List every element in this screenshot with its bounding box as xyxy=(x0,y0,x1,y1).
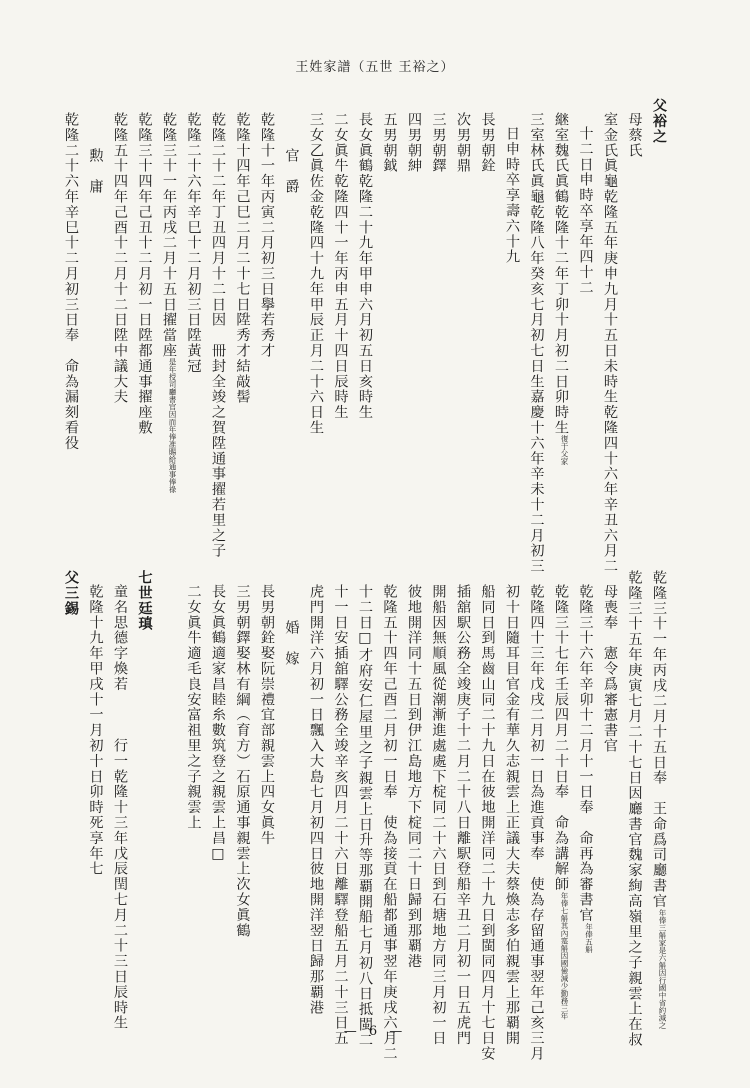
text-column xyxy=(568,570,593,953)
column-text: 四男朝紳 xyxy=(406,112,422,174)
text-column xyxy=(397,98,422,174)
text-column xyxy=(421,570,446,1046)
column-text: 二女眞牛乾隆四十一年丙申五月十四日辰時生 xyxy=(332,112,349,420)
column-text: 母蔡氏 xyxy=(626,112,643,159)
column-text: 母喪奉 憲令爲審憲書官 xyxy=(602,584,618,754)
text-column xyxy=(176,570,201,830)
text-column xyxy=(446,570,471,1046)
column-text: 初十日隨耳目官金有華久志親雲上正議大夫蔡煥志多伯親雲上那覇開 xyxy=(504,584,520,1046)
column-text: 父裕之 xyxy=(651,98,667,145)
page-number: — 6 — xyxy=(343,1024,407,1039)
text-column xyxy=(103,570,128,1031)
column-text: 乾隆三十四年己丑十二月初一日陞都通事擢座敷 xyxy=(136,112,153,436)
text-column xyxy=(568,98,593,295)
text-column xyxy=(372,98,397,174)
column-text: 插舘駅公務全竣庚子十二月二十八日離駅登船辛丑二月初一日五虎門 xyxy=(455,584,471,1046)
text-column xyxy=(274,98,299,194)
text-column xyxy=(544,98,569,465)
text-column xyxy=(201,570,226,863)
text-column xyxy=(323,98,348,420)
column-text: 乾隆五十四年己酉十二月十二日陞中議大夫 xyxy=(112,112,128,405)
column-text: 七世廷瑱 xyxy=(136,570,153,632)
text-column xyxy=(617,570,642,1047)
column-text: 乾隆二十二年丁丑四月十二日因 冊封全竣之賀陞通事擢若里之子 xyxy=(210,112,226,559)
text-column xyxy=(519,570,544,1061)
text-column xyxy=(299,98,324,435)
column-text: 乾隆三十六年辛卯十二月十一日奉 命再為審書官 xyxy=(577,584,594,923)
text-column xyxy=(348,98,373,420)
column-text: 十二日申時卒享年四十二 xyxy=(577,126,594,296)
text-column xyxy=(642,570,667,1029)
text-column xyxy=(348,570,373,1048)
text-column xyxy=(78,98,103,194)
text-column xyxy=(152,98,177,493)
column-text: 室金氏眞龜乾隆五年庚申九月十五日未時生乾隆四十六年辛丑六月二 xyxy=(602,112,618,574)
annotation-note: 年俸七斛其內寔斛因國儉減少勤務三年 xyxy=(560,892,569,1020)
text-column xyxy=(323,570,348,1046)
text-column xyxy=(397,570,422,969)
text-column xyxy=(470,570,495,1061)
column-text: 勲 庸 xyxy=(87,148,104,195)
text-column xyxy=(495,98,520,265)
column-text: 長女眞鶴乾隆二十九年甲申六月初五日亥時生 xyxy=(357,112,373,420)
generation-heading xyxy=(54,570,79,616)
column-text: 開船因無順風從潮漸進處處下椗同二十六日到石塘地方同三月初一日 xyxy=(430,584,447,1046)
text-column xyxy=(127,98,152,435)
column-text: 乾隆三十一年丙戌二月十五日奉 王命爲司廳書官 xyxy=(651,570,667,909)
column-text: 乾隆十四年己巳二月二十七日陞秀才結敲髻 xyxy=(234,112,251,405)
page-title: 王姓家譜（五世 王裕之） xyxy=(295,60,455,75)
column-text: 二女眞牛適毛良安富祖里之子親雲上 xyxy=(185,584,202,831)
text-column xyxy=(519,98,544,574)
text-column xyxy=(446,98,471,174)
genealogy-upper-section xyxy=(54,98,667,574)
text-column xyxy=(372,570,397,1061)
annotation-note: 復于父家 xyxy=(560,435,569,466)
genealogy-lower-section xyxy=(54,570,667,1062)
column-text: 三女乙眞佐金乾隆四十九年甲辰正月二十六日生 xyxy=(308,112,324,436)
text-column xyxy=(470,98,495,174)
column-text: 五男朝鉞 xyxy=(381,112,398,174)
text-column xyxy=(250,570,275,846)
column-text: 乾隆三十七年壬辰四月二十日奉 命為講解師 xyxy=(553,584,569,892)
column-text: 乾隆二十六年辛巳十二月初三日陞黃冠 xyxy=(185,112,202,374)
column-text: 三男朝鐸娶林有綱（育方）石原通事親雲上次女眞鶴 xyxy=(234,584,251,939)
text-column xyxy=(421,98,446,174)
column-text: 日申時卒享壽六十九 xyxy=(504,126,520,265)
text-column xyxy=(225,98,250,405)
generation-heading xyxy=(642,98,667,144)
column-text: 虎門開洋六月初一日飄入大島七月初四日彼地開洋翌日歸那覇港 xyxy=(308,584,324,1016)
annotation-note: 是年授司廳書官因而年俸准賜給通事俸祿 xyxy=(168,358,177,494)
column-text: 父三錫 xyxy=(63,570,79,617)
column-text: 彼地開洋同十五日到伊江島地方下椗同二十日歸到那覇港 xyxy=(406,584,422,969)
column-text: 十二日□才府安仁屋里之子親雲上日升等那覇開船七月初八日抵閩二 xyxy=(357,584,373,1048)
column-text: 三男朝鐸 xyxy=(430,112,447,174)
text-column xyxy=(593,570,618,753)
column-text: 船同日到馬齒山同二十九日在彼地開洋同二十九日到閩同四月十七日安 xyxy=(479,584,496,1062)
column-text: 童名思德字煥若 行一乾隆十三年戊辰閏七月二十三日辰時生 xyxy=(112,584,128,1031)
text-column xyxy=(274,570,299,666)
column-text: 長女眞鶴適家昌睦糸數筑登之親雲上昌□ xyxy=(210,584,226,863)
text-column xyxy=(176,98,201,374)
column-text: 乾隆十九年甲戌十一月初十日卯時死享年七 xyxy=(87,584,104,877)
text-column xyxy=(78,570,103,877)
column-text: 継室魏氏眞鶴乾隆十二年丁卯十月初二日卯時生 xyxy=(553,112,569,436)
column-text: 乾隆三十五年庚寅七月二十七日因廳書官魏家絢高嶺里之子親雲上在叔 xyxy=(626,570,643,1048)
column-text: 乾隆三十一年丙戌二月十五日擢當座 xyxy=(161,112,177,359)
text-column xyxy=(593,98,618,574)
column-text: 乾隆二十六年辛巳十二月初三日奉 命為漏刻看役 xyxy=(63,112,79,451)
column-text: 乾隆十一年丙寅二月初三日擧若秀才 xyxy=(259,112,275,359)
column-text: 官 爵 xyxy=(283,148,300,195)
column-text: 長男朝銓娶阮崇禮宜部親雲上四女眞牛 xyxy=(259,584,275,846)
column-text: 乾隆四十三年戊戌二月初一日為進貢事奉 使為存留通事翌年己亥三月 xyxy=(528,584,545,1062)
column-text: 次男朝鼎 xyxy=(455,112,471,174)
column-text: 婚 嫁 xyxy=(283,620,300,667)
text-column xyxy=(495,570,520,1046)
text-column xyxy=(617,98,642,158)
column-text: 三室林氏眞龜乾隆八年癸亥七月初七日生嘉慶十六年辛未十二月初三 xyxy=(528,112,545,574)
annotation-note: 年俸三斛家是六斛因行國中省約減之 xyxy=(658,908,667,1029)
text-column xyxy=(54,98,79,451)
text-column xyxy=(225,570,250,938)
column-text: 乾隆五十四年己酉二月初一日奉 使為接貢在船都通事翌年庚戌六月二 xyxy=(381,584,398,1062)
text-column xyxy=(201,98,226,559)
text-column xyxy=(544,570,569,1020)
column-text: 長男朝銓 xyxy=(479,112,496,174)
column-text: 十一日安插舘驛公務全竣辛亥四月二十六日離驛登船五月二十三日五 xyxy=(332,584,349,1046)
text-column xyxy=(299,570,324,1015)
text-column xyxy=(103,98,128,405)
generation-heading xyxy=(127,570,152,632)
annotation-note: 年俸五斛 xyxy=(584,922,594,953)
text-column xyxy=(250,98,275,358)
